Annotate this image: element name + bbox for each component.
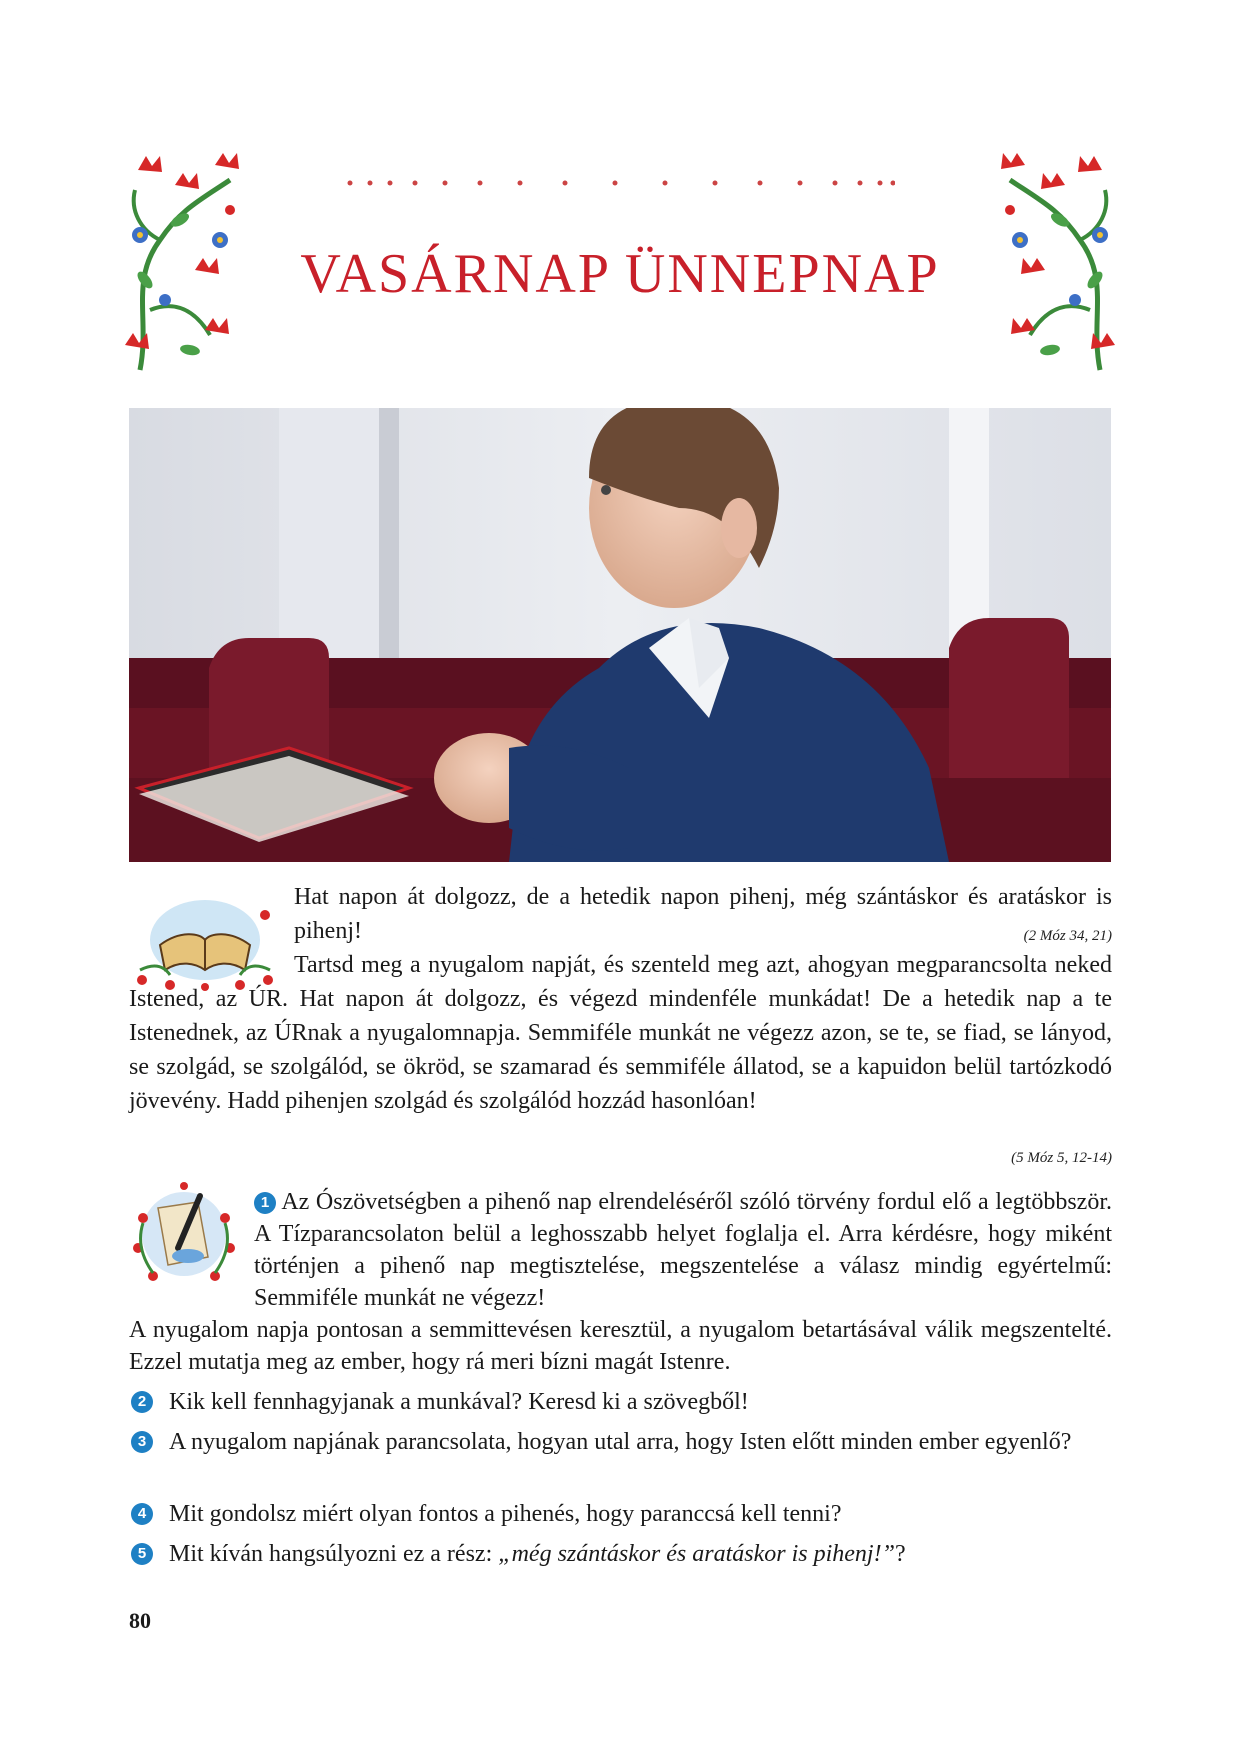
task-3 <box>131 1426 1111 1458</box>
dotted-line-ornament <box>345 178 895 188</box>
task-number-badge: 3 <box>131 1431 153 1453</box>
task-2 <box>131 1386 1111 1418</box>
floral-ornament-right-icon <box>990 150 1120 380</box>
writing-pen-icon <box>128 1178 240 1290</box>
task-3-text: A nyugalom napjának parancsolata, hogyan utal arra, hogy Isten előtt minden ember egyenlő? <box>169 1429 1072 1455</box>
quote-2-reference: (5 Móz 5, 12-14) <box>1011 1150 1112 1166</box>
task-number-badge: 1 <box>254 1192 276 1214</box>
quote-1-reference: (2 Móz 34, 21) <box>1023 928 1112 944</box>
task-5-prefix: Mit kíván hangsúlyozni ez a rész: <box>169 1541 499 1567</box>
task-2-text: Kik kell fennhagyjanak a munkával? Keresd ki a szövegből! <box>169 1389 749 1415</box>
task-1-text: Az Ószövetségben a pihenő nap elrendeléséről szóló törvény fordul elő a legtöbbször. A Tízparancsolaton belül a leghosszabb helyet foglalja el. Arra kérdésre, hogy miként történjen a pihenő nap megtisztelése, megszentelése a válasz mindig egyértelmű: Semmiféle munkát ne végezz! <box>254 1189 1112 1311</box>
task-4 <box>131 1498 1111 1530</box>
page-number: 80 <box>129 1608 151 1633</box>
quote-1-text: Hat napon át dolgozz, de a hetedik napon pihenj, még szántáskor és aratáskor is pihenj! <box>294 884 1112 944</box>
task-5-suffix: ? <box>894 1541 906 1567</box>
task-number-badge: 4 <box>131 1503 153 1525</box>
page-header <box>120 150 1120 380</box>
task-5-quote: „még szántáskor és aratáskor is pihenj!” <box>498 1541 895 1567</box>
quote-2-text: Tartsd meg a nyugalom napját, és szenteld meg azt, ahogyan megparancsolta neked Istened, az ÚR. Hat napon át dolgozz, és végezd mindenféle munkádat! De a hetedik nap a te Istenednek, az ÚRnak a nyugalomnapja. Semmiféle munkát ne végezz azon, se te, se fiad, se lányod, se szolgád, se szolgálód, se ökröd, se szamarad és semmiféle állatod, se a kapuidon belül tartózkodó jövevény. Hadd pihenjen szolgád és szolgálód hozzád hasonlóan! <box>129 952 1112 1114</box>
task-number-badge: 2 <box>131 1391 153 1413</box>
task-number-badge: 5 <box>131 1543 153 1565</box>
task-1-continuation: A nyugalom napja pontosan a semmittevésen keresztül, a nyugalom betartásával válik megszentelté. Ezzel mutatja meg az ember, hogy rá meri bízni magát Istenre. <box>129 1317 1112 1375</box>
task-1 <box>254 1186 1112 1314</box>
task-5-text <box>169 1538 1111 1570</box>
photo-boy-praying <box>129 408 1111 862</box>
task-4-text: Mit gondolsz miért olyan fontos a pihenés, hogy paranccsá kell tenni? <box>169 1501 842 1527</box>
task-5 <box>131 1538 1111 1570</box>
page-title: VASÁRNAP ÜNNEPNAP <box>300 243 940 305</box>
